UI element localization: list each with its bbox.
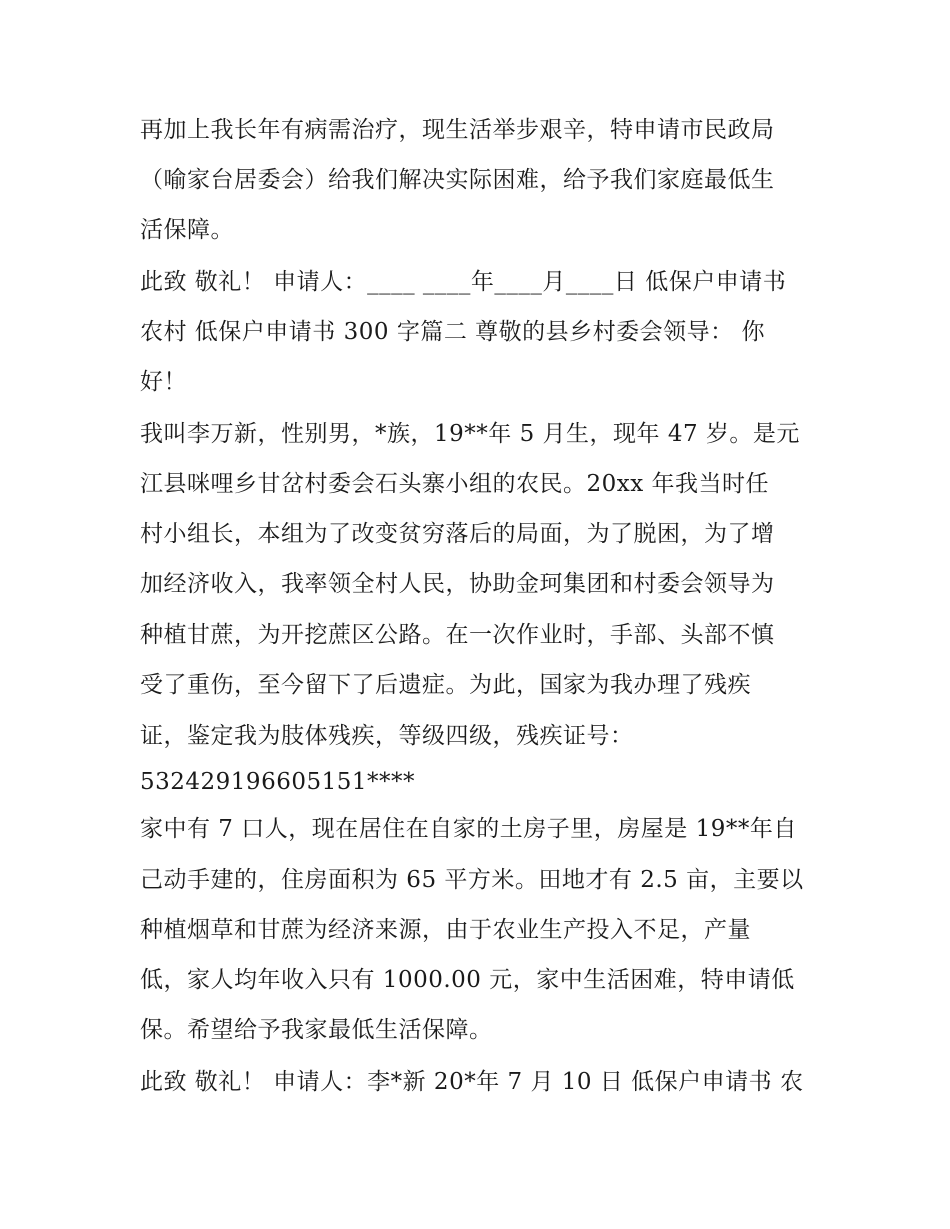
text-line: 保。希望给予我家最低生活保障。: [140, 1017, 493, 1043]
text-line: 证，鉴定我为肢体残疾，等级四级，残疾证号：: [140, 723, 634, 749]
text-line: 活保障。: [140, 217, 234, 243]
text-line: 农村 低保户申请书 300 字篇二 尊敬的县乡村委会领导： 你: [140, 319, 765, 345]
text-line: 我叫李万新，性别男，*族，19**年 5 月生，现年 47 岁。是元: [140, 421, 800, 447]
text-line: 此致 敬礼！ 申请人：李*新 20*年 7 月 10 日 低保户申请书 农: [140, 1069, 804, 1095]
text-line: （喻家台居委会）给我们解决实际困难，给予我们家庭最低生: [140, 167, 775, 193]
text-line: 好！: [140, 369, 187, 395]
text-line: 受了重伤，至今留下了后遗症。为此，国家为我办理了残疾: [140, 672, 751, 698]
text-line: 再加上我长年有病需治疗，现生活举步艰辛，特申请市民政局: [140, 117, 775, 143]
text-line: 加经济收入，我率领全村人民，协助金珂集团和村委会领导为: [140, 571, 775, 597]
text-line: 江县咪哩乡甘岔村委会石头寨小组的农民。20xx 年我当时任: [140, 471, 770, 497]
text-line: 己动手建的，住房面积为 65 平方米。田地才有 2.5 亩，主要以: [140, 867, 804, 893]
text-line: 低，家人均年收入只有 1000.00 元，家中生活困难，特申请低: [140, 967, 795, 993]
text-line: 532429196605151****: [140, 769, 415, 795]
text-line: 种植甘蔗，为开挖蔗区公路。在一次作业时，手部、头部不慎: [140, 622, 775, 648]
text-line: 家中有 7 口人，现在居住在自家的土房子里，房屋是 19**年自: [140, 816, 797, 842]
text-line: 种植烟草和甘蔗为经济来源，由于农业生产投入不足，产量: [140, 917, 751, 943]
text-line: 村小组长，本组为了改变贫穷落后的局面，为了脱困，为了增: [140, 521, 775, 547]
text-line: 此致 敬礼！ 申请人：____ ____年____月____日 低保户申请书: [140, 269, 787, 295]
